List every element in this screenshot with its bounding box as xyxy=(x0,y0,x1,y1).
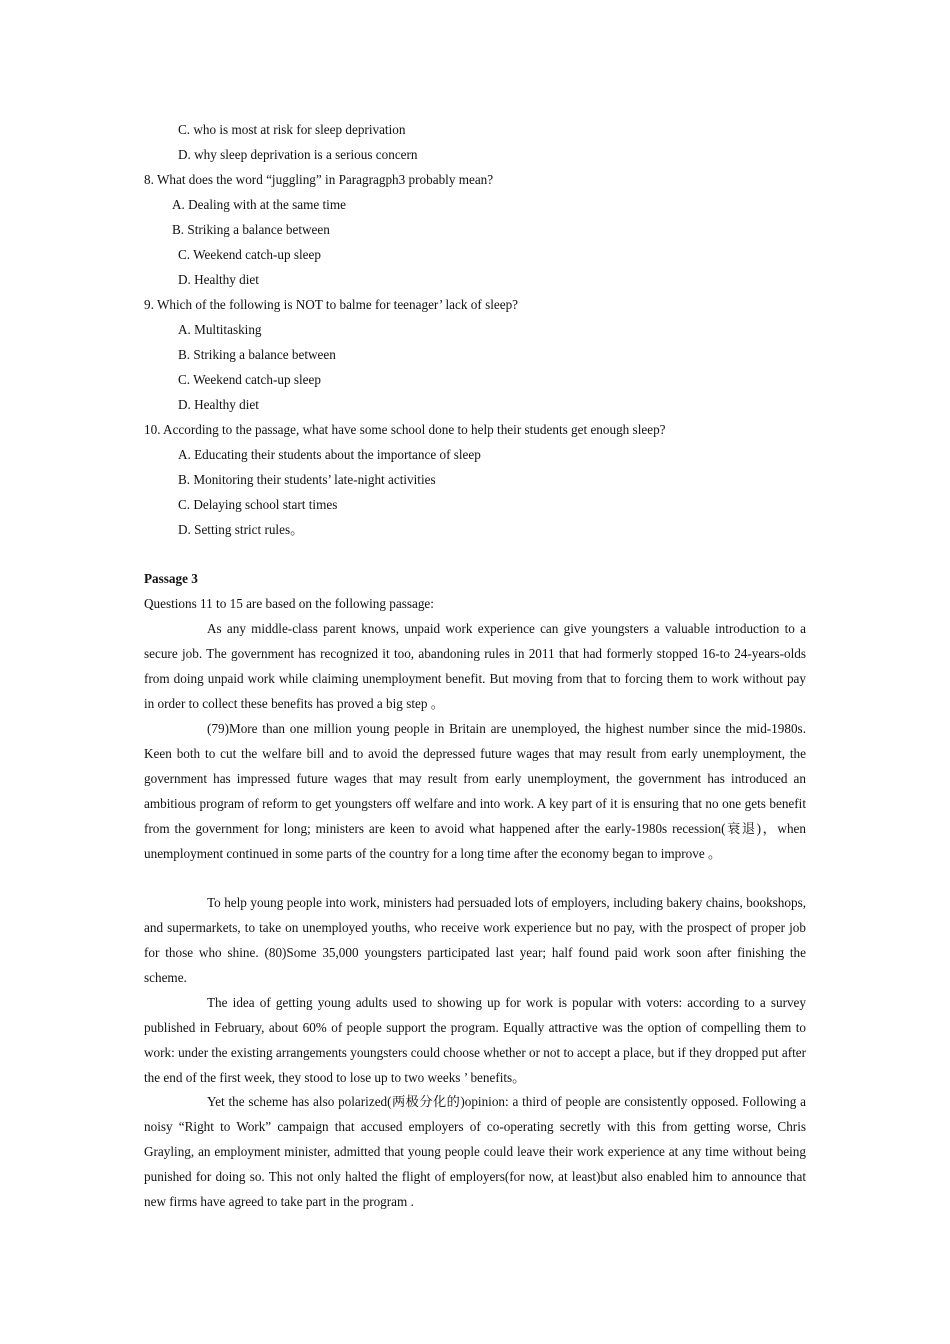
passage-paragraph-1: As any middle-class parent knows, unpaid work experience can give youngsters a valuable introduction to a secure job. The government has recognized it too, abandoning rules in 2011 that had formerly stopped 16-to 24-years-olds from doing unpaid work while claiming unemployment benefit. But moving from that to forcing them to work without pay in order to collect these benefits has proved a big step 。 xyxy=(144,621,806,711)
q8-question: 8. What does the word “juggling” in Paragragph3 probably mean? xyxy=(144,172,494,187)
q8-option-a: A. Dealing with at the same time xyxy=(172,197,346,212)
passage-paragraph-4: The idea of getting young adults used to showing up for work is popular with voters: according to a survey published in February, about 60% of people support the program. Equally attractive was the option of compelling them to work: under the existing arrangements youngsters could choose whether or not to accept a place, but if they dropped put after the end of the first week, they stood to lose up to two weeks ’ benefits。 xyxy=(144,995,806,1085)
q10-option-c: C. Delaying school start times xyxy=(178,497,338,512)
passage-paragraph-5: Yet the scheme has also polarized(两极分化的)opinion: a third of people are consistently opposed. Following a noisy “Right to Work” campaign that accused employers of co-operating secretly with this from getting worse, Chris Grayling, an employment minister, admitted that young people could leave their work experience at any time without being punished for doing so. This not only halted the flight of employers(for now, at least)but also enabled him to announce that new firms have agreed to take part in the program . xyxy=(144,1094,806,1209)
q8-option-d: D. Healthy diet xyxy=(178,272,259,287)
q9-option-c: C. Weekend catch-up sleep xyxy=(178,372,321,387)
q9-question: 9. Which of the following is NOT to balme for teenager’ lack of sleep? xyxy=(144,297,519,312)
q7-option-d: D. why sleep deprivation is a serious concern xyxy=(178,147,418,162)
q8-option-b: B. Striking a balance between xyxy=(172,222,330,237)
passage-title: Passage 3 xyxy=(144,571,198,586)
passage-intro: Questions 11 to 15 are based on the following passage: xyxy=(144,596,434,611)
q10-question: 10. According to the passage, what have some school done to help their students get enough sleep? xyxy=(144,422,666,437)
q10-option-b: B. Monitoring their students’ late-night activities xyxy=(178,472,436,487)
q9-option-a: A. Multitasking xyxy=(178,322,262,337)
passage-paragraph-3: To help young people into work, ministers had persuaded lots of employers, including bakery chains, bookshops, and supermarkets, to take on unemployed youths, who receive work experience but no pay, with the prospect of proper job for those who shine. (80)Some 35,000 youngsters participated last year; half found paid work soon after finishing the scheme. xyxy=(144,895,806,985)
q8-option-c: C. Weekend catch-up sleep xyxy=(178,247,321,262)
q9-option-d: D. Healthy diet xyxy=(178,397,259,412)
q9-option-b: B. Striking a balance between xyxy=(178,347,336,362)
passage-paragraph-2: (79)More than one million young people in Britain are unemployed, the highest number since the mid-1980s. Keen both to cut the welfare bill and to avoid the depressed future wages that may result from early unemployment, the government has impressed future wages that may result from early unemployment, the government has introduced an ambitious program of reform to get youngsters off welfare and into work. A key part of it is ensuring that no one gets benefit from the government for long; ministers are keen to avoid what happened after the early-1980s recession(衰退)，when unemployment continued in some parts of the country for a long time after the economy began to improve 。 xyxy=(144,721,806,861)
q10-option-a: A. Educating their students about the importance of sleep xyxy=(178,447,481,462)
q7-option-c: C. who is most at risk for sleep deprivation xyxy=(178,122,406,137)
q10-option-d: D. Setting strict rules。 xyxy=(178,522,304,537)
